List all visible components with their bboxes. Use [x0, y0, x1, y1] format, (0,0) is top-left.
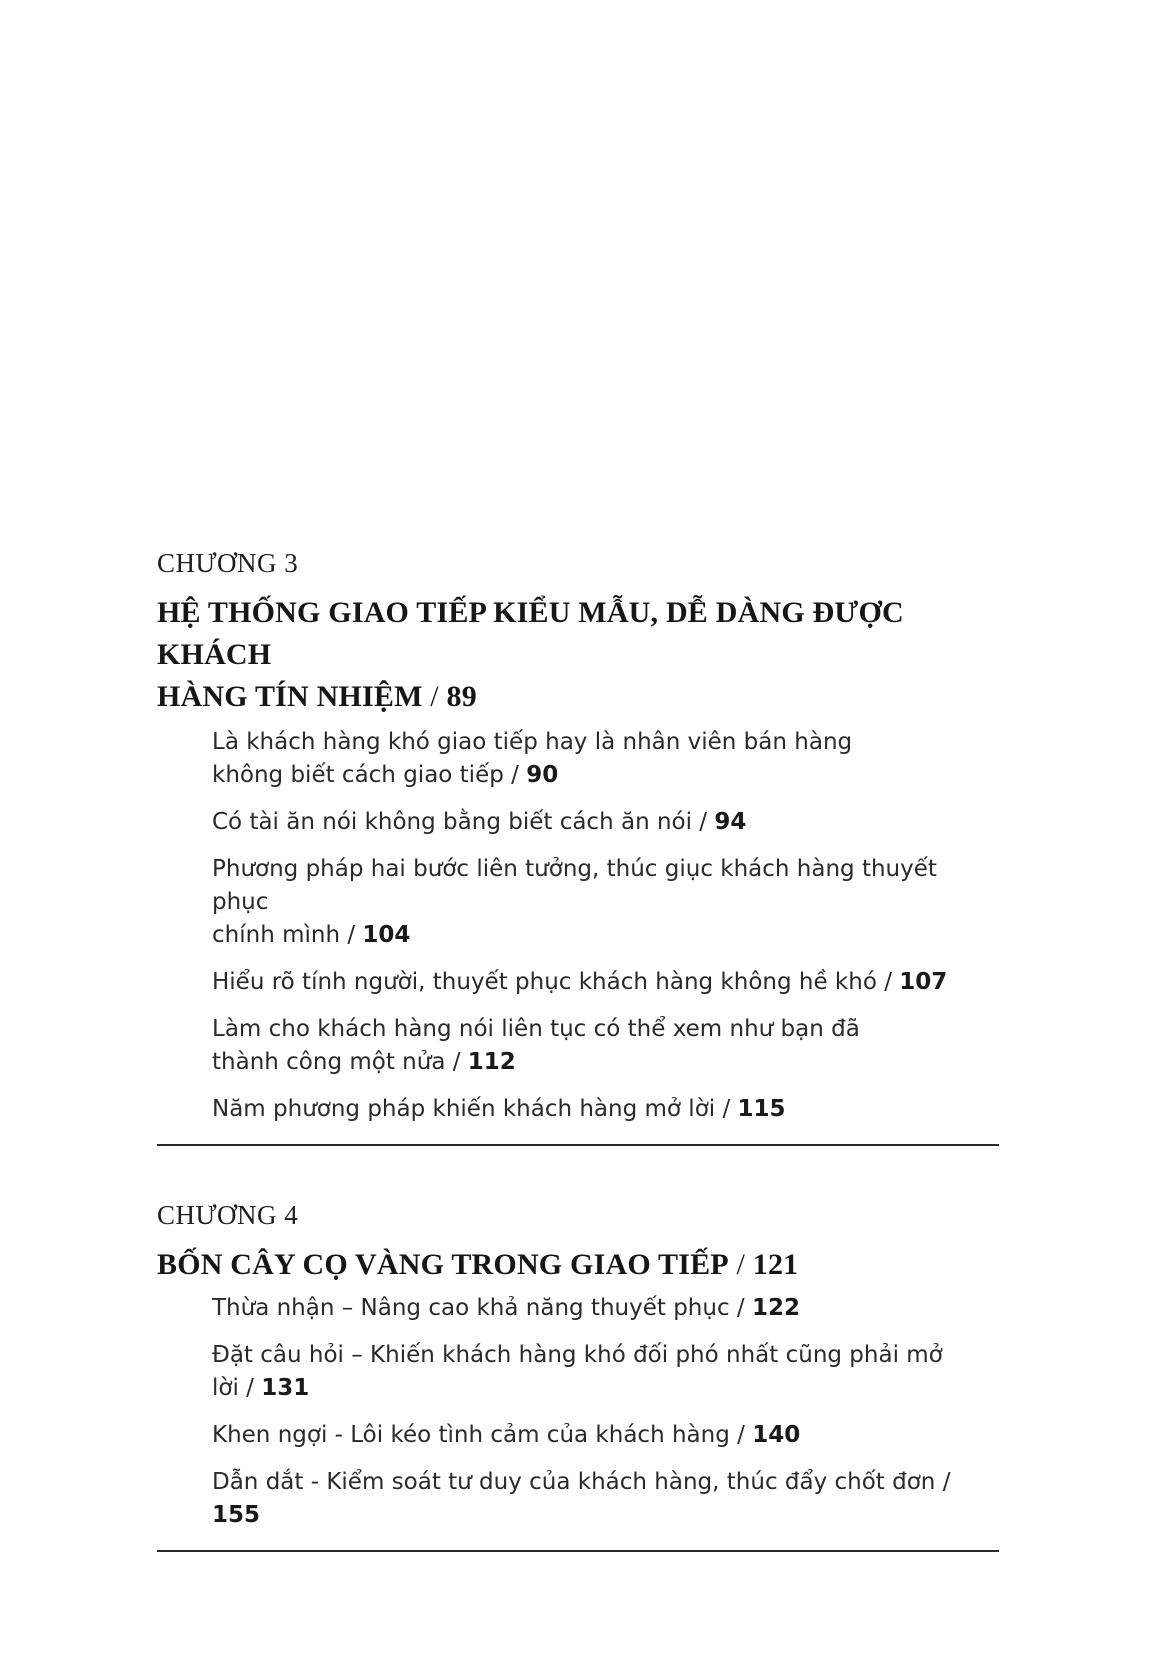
chapter-label: CHƯƠNG 4: [157, 1200, 299, 1230]
entry-page-number: 122: [751, 1295, 800, 1321]
entry-text-line: Khen ngợi - Lôi kéo tình cảm của khách hàng: [212, 1422, 730, 1448]
entry-text-line: Đặt câu hỏi – Khiến khách hàng khó đối phó nhất cũng phải mở lời: [212, 1342, 943, 1401]
chapter-divider: [157, 1550, 999, 1552]
section-list: [157, 1292, 999, 1532]
chapter-3: [157, 546, 999, 1146]
entry-text-line: Phương pháp hai bước liên tưởng, thúc giục khách hàng thuyết phục: [212, 856, 937, 915]
entry-page-number: 115: [737, 1096, 786, 1122]
chapter-label: CHƯƠNG 3: [157, 548, 299, 578]
chapter-page-number: 89: [446, 680, 477, 713]
section-entry[interactable]: [212, 1466, 999, 1532]
section-entry[interactable]: [212, 966, 999, 999]
page-separator: /: [340, 922, 363, 948]
page-separator: /: [692, 809, 715, 835]
entry-page-number: 107: [899, 969, 948, 995]
section-entry[interactable]: [212, 806, 999, 839]
entry-text-line: không biết cách giao tiếp: [212, 762, 504, 788]
page-separator: /: [728, 1248, 753, 1281]
entry-text-line: Thừa nhận – Nâng cao khả năng thuyết phục: [212, 1295, 730, 1321]
section-entry[interactable]: [212, 1093, 999, 1126]
page-separator: /: [238, 1375, 262, 1401]
entry-page-number: 94: [714, 809, 747, 835]
entry-text-line: Có tài ăn nói không bằng biết cách ăn nói: [212, 809, 692, 835]
section-entry[interactable]: [212, 1419, 999, 1452]
chapter-title-line: BỐN CÂY CỌ VÀNG TRONG GIAO TIẾP: [157, 1248, 729, 1281]
page-separator: /: [729, 1295, 752, 1321]
chapter-page-number: 121: [752, 1248, 799, 1281]
entry-text-line: thành công một nửa: [212, 1049, 446, 1075]
entry-page-number: 90: [526, 762, 559, 788]
chapter-title: [157, 592, 999, 718]
entry-text-line: chính mình: [212, 922, 341, 948]
section-entry[interactable]: [212, 726, 999, 792]
entry-page-number: 104: [362, 922, 411, 948]
chapter-title-line: HỆ THỐNG GIAO TIẾP KIỂU MẪU, DỄ DÀNG ĐƯỢC KHÁCH: [157, 596, 904, 671]
page-separator: /: [876, 969, 900, 995]
page-separator: /: [729, 1422, 753, 1448]
chapter-title: [157, 1244, 999, 1286]
entry-page-number: 131: [261, 1375, 310, 1401]
chapter-title-line: HÀNG TÍN NHIỆM: [157, 680, 423, 713]
entry-text-line: Năm phương pháp khiến khách hàng mở lời: [212, 1096, 716, 1122]
page-separator: /: [935, 1469, 951, 1495]
page-separator: /: [503, 762, 527, 788]
entry-text-line: Là khách hàng khó giao tiếp hay là nhân viên bán hàng: [212, 729, 853, 755]
section-entry[interactable]: [212, 1013, 999, 1079]
entry-page-number: 112: [467, 1049, 516, 1075]
page-separator: /: [715, 1096, 738, 1122]
section-entry[interactable]: [212, 1339, 999, 1405]
section-entry[interactable]: [212, 1292, 999, 1325]
entry-text-line: Làm cho khách hàng nói liên tục có thể xem như bạn đã: [212, 1016, 860, 1042]
section-list: [157, 726, 999, 1126]
entry-text-line: Hiểu rõ tính người, thuyết phục khách hàng không hề khó: [212, 969, 877, 995]
table-of-contents: [157, 546, 999, 1552]
section-entry[interactable]: [212, 853, 999, 952]
entry-page-number: 140: [752, 1422, 801, 1448]
page-separator: /: [445, 1049, 468, 1075]
chapter-divider: [157, 1144, 999, 1146]
chapter-4: [157, 1198, 999, 1552]
entry-page-number: 155: [212, 1502, 261, 1528]
entry-text-line: Dẫn dắt - Kiểm soát tư duy của khách hàng, thúc đẩy chốt đơn: [212, 1469, 936, 1495]
page-separator: /: [422, 680, 447, 713]
